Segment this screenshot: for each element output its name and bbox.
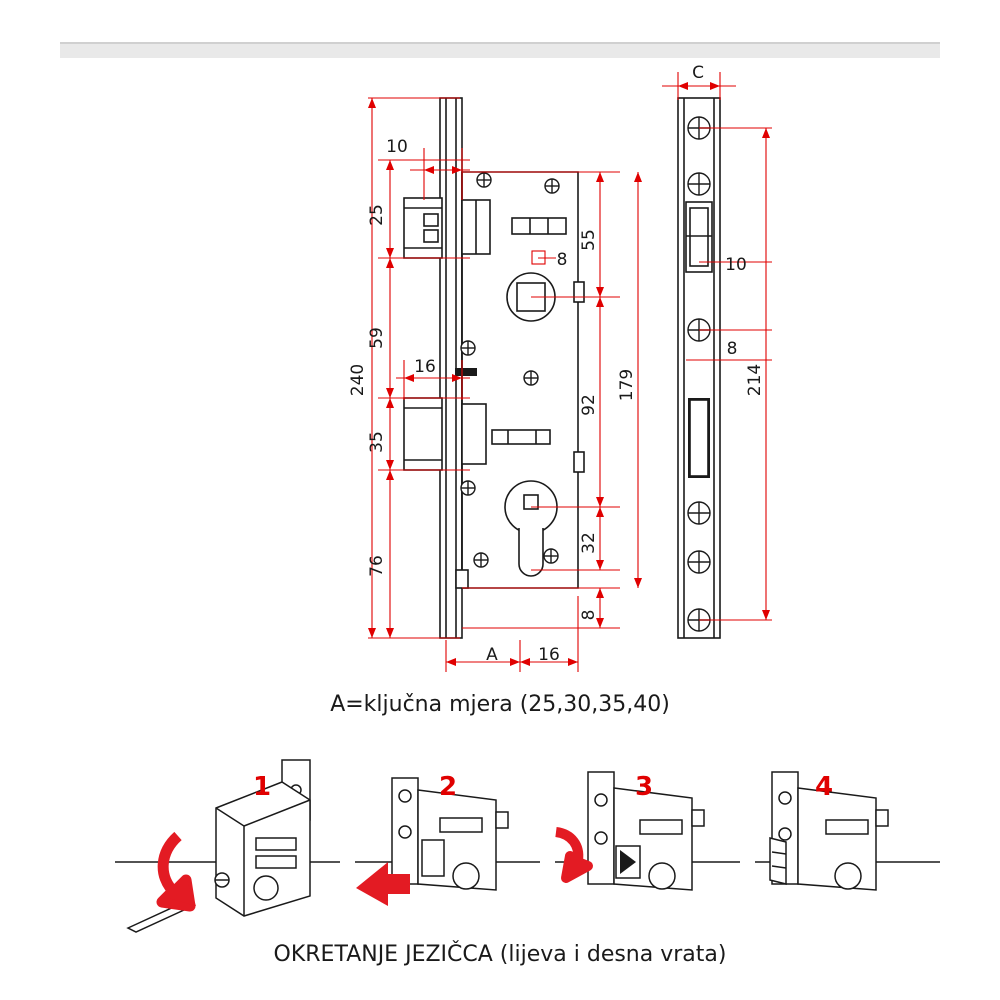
step-3-illustration <box>556 772 704 890</box>
dim-32: 32 <box>579 532 599 554</box>
dim-214: 214 <box>745 363 765 397</box>
dim-8-side: 8 <box>726 339 738 359</box>
step-number-4: 4 <box>814 772 834 802</box>
dim-240: 240 <box>348 363 368 397</box>
dim-92: 92 <box>579 394 599 416</box>
dim-8-chamfer: 8 <box>556 250 568 270</box>
key-measure-caption: A=ključna mjera (25,30,35,40) <box>330 692 670 717</box>
dim-C: C <box>692 63 704 83</box>
dim-10-top: 10 <box>386 137 408 157</box>
step-number-1: 1 <box>252 772 272 802</box>
dim-A: A <box>486 645 498 665</box>
step-2-illustration <box>356 778 508 906</box>
step-number-2: 2 <box>438 772 458 802</box>
dim-8-bottom: 8 <box>579 609 599 621</box>
dim-16-block: 16 <box>414 357 436 377</box>
dim-179: 179 <box>617 368 637 402</box>
dim-10-side: 10 <box>725 255 747 275</box>
latch-reversal-caption: OKRETANJE JEZIČCA (lijeva i desna vrata) <box>273 942 727 967</box>
dim-25: 25 <box>367 204 387 226</box>
step-1-illustration <box>128 760 310 932</box>
dim-76: 76 <box>367 555 387 577</box>
dim-16-bottom: 16 <box>538 645 560 665</box>
step-number-3: 3 <box>634 772 654 802</box>
top-grey-bar <box>60 42 940 58</box>
dim-35: 35 <box>367 431 387 453</box>
dim-55: 55 <box>579 229 599 251</box>
side-view-group <box>678 98 720 638</box>
dim-59: 59 <box>367 327 387 349</box>
